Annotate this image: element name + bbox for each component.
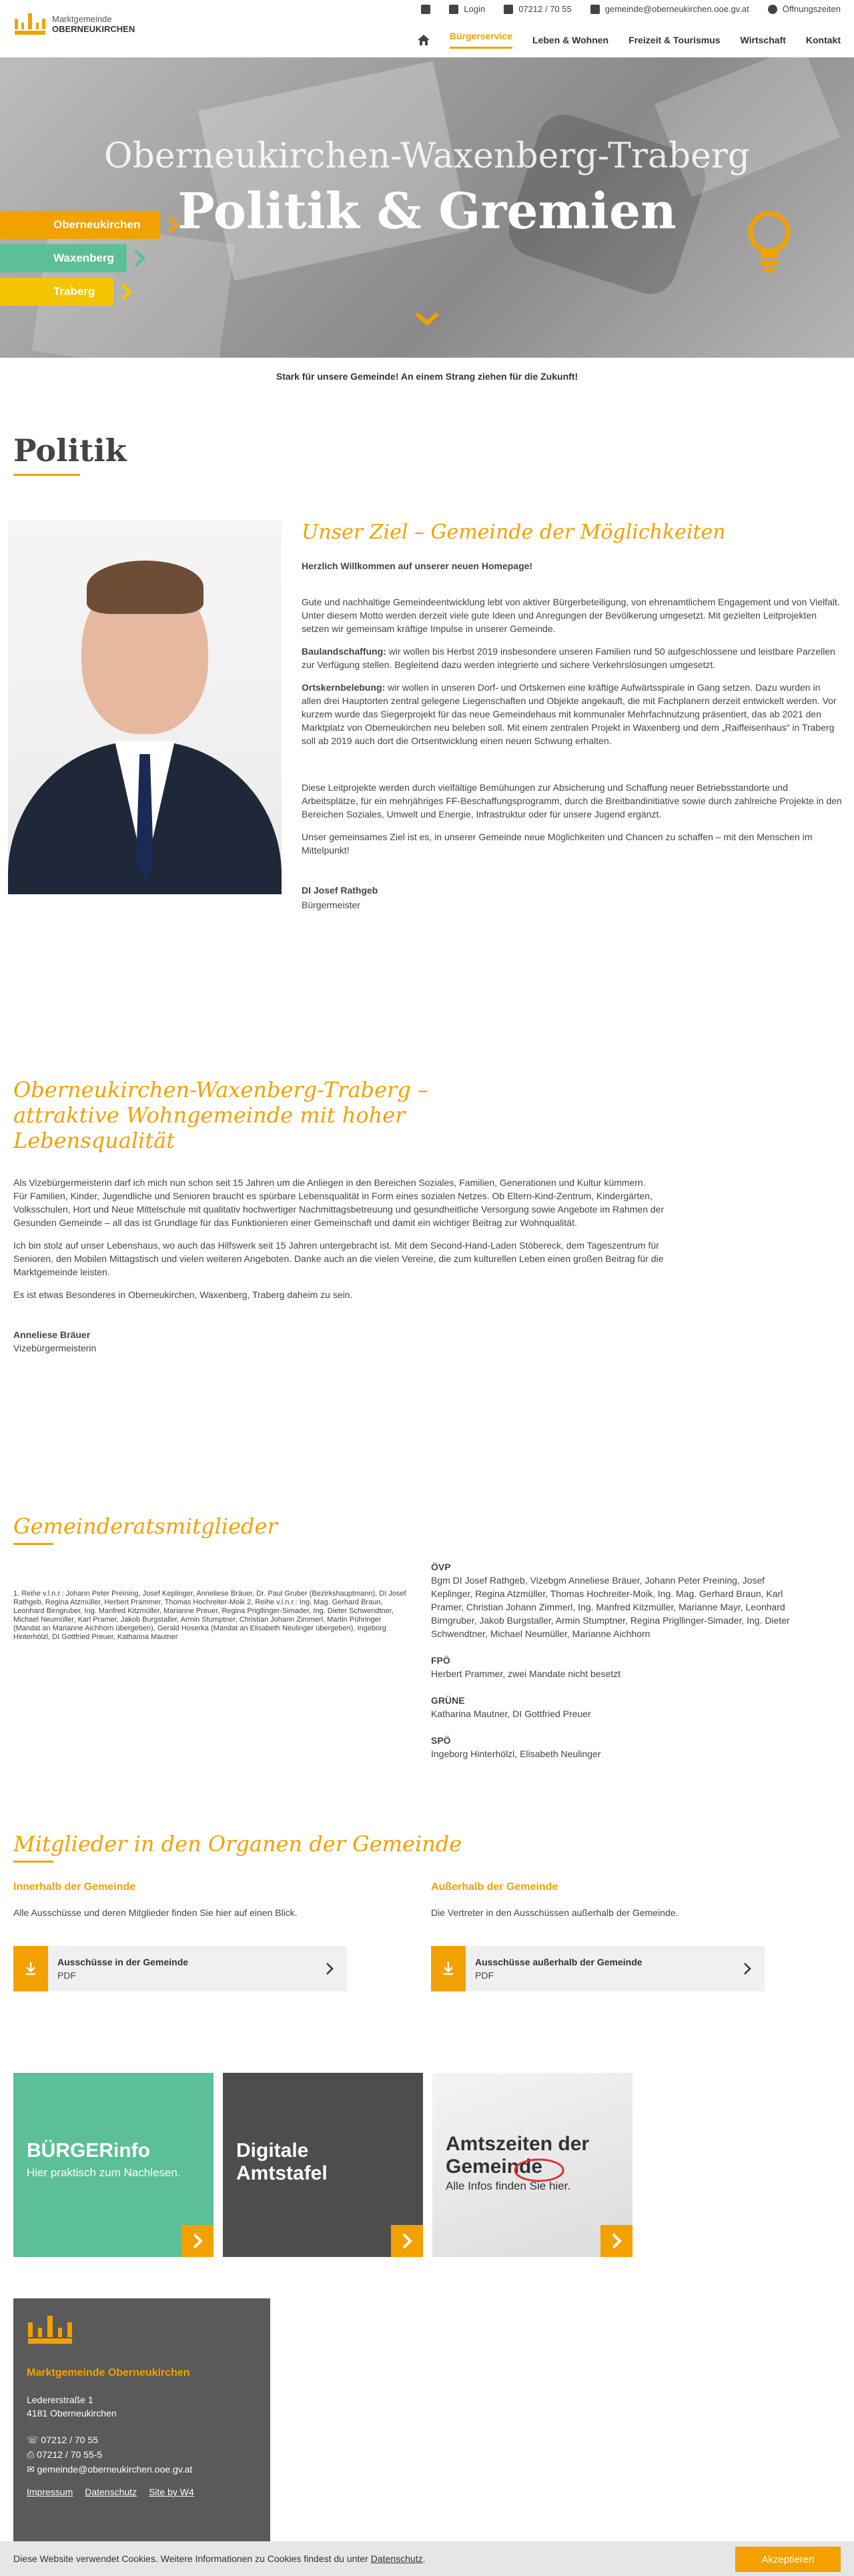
phone-icon: ☏: [27, 2435, 41, 2445]
pdf-inner-type: PDF: [57, 1970, 76, 1981]
ziel-paragraph-2: Baulandschaffung: wir wollen bis Herbst 2019 insbesondere unseren Familien rund 50 aufgeschlossene und leistbare Parzellen zur Verfügung stellen. Begleitend dazu werden integrierte und sichere Verkehrslösungen umgesetzt.: [302, 646, 835, 670]
logo-crown-icon: [13, 11, 47, 37]
ziel-paragraph-4: Diese Leitprojekte werden durch vielfältige Bemühungen zur Absicherung und Schaffung neuer Betriebsstandorte und Arbeitsplätze, für ein mehrjähriges FF-Beschaffungsprogramm, durch die Breitbandinitiative sowie durch zahlreiche Projekte in den Bereichen Soziales, Umwelt und Energie, Infrastruktur oder für unsere Jugend ergänzt.: [302, 782, 842, 820]
tile-amtszeiten-title: Amtszeiten der Gemeinde: [446, 2133, 590, 2178]
chevron-right-icon: [600, 2225, 632, 2257]
hours-link[interactable]: Öffnungszeiten: [768, 4, 841, 14]
ziel-heading: Unser Ziel – Gemeinde der Möglichkeiten: [302, 521, 726, 544]
highlight-circle-icon: [512, 2157, 566, 2184]
tile-buergerinfo-sub: Hier praktisch zum Nachlesen.: [27, 2166, 181, 2179]
mail-icon: [590, 5, 600, 14]
page-title: Politik: [13, 432, 127, 468]
hero-subtitle: Oberneukirchen-Waxenberg-Traberg: [103, 136, 751, 176]
facebook-icon: [421, 5, 430, 14]
ziel-welcome: Herzlich Willkommen auf unserer neuen Homepage!: [302, 561, 533, 571]
cookie-accept-button[interactable]: Akzeptieren: [735, 2547, 841, 2572]
title-underline: [13, 474, 80, 476]
wohn-paragraph-2: Für Familien, Kinder, Jugendliche und Senioren braucht es spürbare Lebensqualität in Form eines sozialen Netzes. Ob Eltern-Kind-Zentrum, Kindergärten, Volksschulen, Hort und Neue Mittelschule mit qualitativ hochwertiger Nachmittagsbetreuung und gesundheitliche Versorgung sowie Angebote im Rahmen der Gesunden Gemeinde – all das ist Grundlage für das Funktionieren einer Gemeinschaft und damit ein wichtiger Beitrag zur Wohnqualität.: [13, 1191, 665, 1228]
hero-title: Politik & Gremien: [177, 183, 677, 240]
nav-kontakt[interactable]: Kontakt: [805, 34, 841, 45]
facebook-link[interactable]: [421, 5, 430, 14]
wohn-paragraph-1: Als Vizebürgermeisterin darf ich mich nun schon seit 15 Jahren um die Anliegen in den Bereichen Soziales, Familien, Generationen und Kultur kümmern.: [13, 1177, 646, 1188]
phone-link[interactable]: 07212 / 70 55: [504, 4, 572, 14]
clock-icon: [768, 5, 777, 14]
utility-bar: [421, 4, 841, 14]
footer-name: Marktgemeinde Oberneukirchen: [27, 2367, 190, 2378]
login-link[interactable]: Login: [449, 4, 485, 14]
chevron-right-icon: [133, 250, 147, 267]
footer-link-impressum[interactable]: Impressum: [27, 2487, 73, 2497]
mayor-portrait: [8, 521, 282, 894]
party-oevp-members: Bgm DI Josef Rathgeb, Vizebgm Anneliese Bräuer, Johann Peter Preining, Josef Keplinger, Regina Atzmüller, Thomas Hochreiter-Moik, Ing. Mag. Gerhard Braun, Karl Pramer, Christian Johann Zimmerl, Ing. Manfred Kitzmüller, Marianne Mayr, Leonhard Birngruber, Jakob Burgstaller, Armin Stumptner, Regina Prigllinger-Simader, Ing. Dieter Schwendtner, Michael Neumüller, Marianne Aichhorn: [431, 1575, 790, 1639]
nav-freizeit-tourismus[interactable]: Freizeit & Tourismus: [628, 34, 721, 45]
chevron-right-icon: [167, 216, 180, 234]
tile-amtstafel-title: Digitale Amtstafel: [236, 2140, 328, 2184]
outer-title: Außerhalb der Gemeinde: [431, 1881, 558, 1893]
footer: [13, 2298, 270, 2552]
footer-email[interactable]: ✉ gemeinde@oberneukirchen.ooe.gv.at: [27, 2464, 193, 2475]
ribbon-traberg[interactable]: Traberg: [0, 278, 113, 306]
council-photo-caption: 1. Reihe v.l.n.r.: Johann Peter Preining, Josef Keplinger, Anneliese Bräuer, Dr. Paul Gruber (Bezirkshauptmann), DI Josef Rathgeb, Regina Atzmüller, Herbert Prammer, Thomas Hochreiter-Moik 2. Reihe v.l.n.r.: Ing. Mag. Gerhard Braun, Leonhard Birngruber, Ing. Manfred Kitzmüller, Marianne Preuer, Regina Prigllinger-Simader, Ing. Dieter Schwendtner, Michael Neumüller, Karl Pramer, Jakob Burgstaller, Armin Stumptner, Christian Johann Zimmerl, Martin Pühringer (Mandat an Marianne Aichhorn übergeben), Gerald Hoserka (Mandat an Elisabeth Neulinger übergeben), Ingeborg Hinterhölzl, DI Gottfried Preuer, Katharina Mautner: [13, 1590, 406, 1641]
ziel-paragraph-5: Unser gemeinsames Ziel ist es, in unserer Gemeinde neue Möglichkeiten und Chancen zu schaffen – mit den Menschen im Mittelpunkt!: [302, 832, 813, 856]
chevron-right-icon: [743, 1962, 751, 1975]
ribbon-oberneukirchen[interactable]: Oberneukirchen: [0, 211, 160, 239]
cookie-privacy-link[interactable]: Datenschutz: [370, 2553, 423, 2564]
outer-text: Die Vertreter in den Ausschüssen außerhalb der Gemeinde.: [431, 1907, 679, 1918]
tile-amtstafel-arrow[interactable]: [391, 2225, 423, 2257]
logo-line2: OBERNEUKIRCHEN: [52, 24, 135, 34]
download-icon: [13, 1946, 48, 1991]
party-fpoe-name: FPÖ: [431, 1655, 450, 1666]
wohn-paragraph-3: Ich bin stolz auf unser Lebenshaus, wo auch das Hilfswerk seit 15 Jahren untergebracht ist. Mit dem Second-Hand-Laden Stöbereck, dem Tageszentrum für Senioren, den Mobilen Mittagstisch und vielen weiteren Angeboten. Danke auch an die vielen Vereine, die zum kulturellen Leben einen großen Beitrag für die Marktgemeinde leisten.: [13, 1240, 664, 1277]
fax-icon: ⎙: [27, 2449, 37, 2460]
chevron-right-icon: [120, 283, 133, 300]
footer-link-site-by[interactable]: Site by W4: [149, 2487, 194, 2497]
mayor-role: Bürgermeister: [302, 900, 360, 910]
lightbulb-icon: [746, 210, 793, 276]
ziel-paragraph-1: Gute und nachhaltige Gemeindeentwicklung lebt von aktiver Bürgerbeteiligung, von ehrenamtlichem Engagement und von Vielfalt. Unter diesem Motto werden derzeit viele gute Ideen und Anregungen der Bevölkerung umgesetzt. Mit gezielten Leitprojekten setzen wir gemeinsam kräftige Impulse in unserer Gemeinde.: [302, 597, 840, 634]
nav-leben-wohnen[interactable]: Leben & Wohnen: [532, 34, 609, 45]
mayor-name: DI Josef Rathgeb: [302, 885, 378, 896]
footer-city: 4181 Oberneukirchen: [27, 2408, 117, 2419]
ribbon-waxenberg[interactable]: Waxenberg: [0, 244, 127, 272]
wohn-heading: Oberneukirchen-Waxenberg-Traberg – attraktive Wohngemeinde mit hoher Lebensqualität: [13, 1077, 428, 1153]
slogan: Stark für unsere Gemeinde! An einem Strang ziehen für die Zukunft!: [276, 371, 578, 382]
party-oevp-name: ÖVP: [431, 1562, 451, 1572]
inner-title: Innerhalb der Gemeinde: [13, 1881, 136, 1893]
chevron-right-icon: [326, 1962, 334, 1975]
nav-buergerservice[interactable]: Bürgerservice: [450, 31, 512, 49]
chevron-right-icon: [391, 2225, 423, 2257]
tile-buergerinfo-arrow[interactable]: [181, 2225, 214, 2257]
footer-logo-icon: [27, 2313, 73, 2346]
pdf-inner-title: Ausschüsse in der Gemeinde: [57, 1957, 189, 1967]
mail-icon: ✉: [27, 2464, 37, 2475]
vice-mayor-name: Anneliese Bräuer: [13, 1329, 91, 1340]
tile-amtszeiten-arrow[interactable]: [600, 2225, 632, 2257]
footer-street: Ledererstraße 1: [27, 2394, 93, 2405]
phone-icon: [504, 5, 513, 14]
cookie-text: Diese Website verwendet Cookies. Weitere Informationen zu Cookies findest du unter: [13, 2553, 368, 2564]
nav-wirtschaft[interactable]: Wirtschaft: [740, 34, 786, 45]
party-list: [431, 1560, 798, 1760]
lock-icon: [449, 5, 458, 14]
organe-heading: Mitglieder in den Organen der Gemeinde: [13, 1831, 462, 1857]
logo-line1: Marktgemeinde: [52, 14, 112, 24]
home-icon[interactable]: [418, 35, 430, 45]
ziel-paragraph-3: Ortskernbelebung: wir wollen in unseren Dorf- und Ortskernen eine kräftige Aufwärtsspirale in Gang setzen. Dazu wurden in allen drei Hauptorten zentral gelegene Liegenschaften und Objekte angekauft, die mit Fachplanern derzeit entwickelt werden. Vor kurzem wurde das Siegerprojekt für das neue Gemeindehaus mit kommunaler Mehrfachnutzung präsentiert, das ab 2021 den Marktplatz von Oberneukirchen neu beleben soll. Mit einem zentralen Projekt in Waxenberg und dem „Raiffeisenhaus“ in Traberg soll ab 2019 auch dort die Ortsentwicklung einen neuen Schwung erhalten.: [302, 682, 837, 746]
inner-text: Alle Ausschüsse und deren Mitglieder finden Sie hier auf einen Blick.: [13, 1907, 298, 1918]
section-wohngemeinde: [13, 1077, 841, 1355]
email-link[interactable]: gemeinde@oberneukirchen.ooe.gv.at: [590, 4, 749, 14]
section-ziel: [302, 521, 842, 921]
wohn-paragraph-4: Es ist etwas Besonderes in Oberneukirchen, Waxenberg, Traberg daheim zu sein.: [13, 1289, 353, 1300]
tile-buergerinfo[interactable]: [13, 2073, 214, 2257]
hero-banner: [0, 57, 854, 358]
footer-phone[interactable]: ☏ 07212 / 70 55: [27, 2435, 99, 2445]
pdf-inner-download[interactable]: [13, 1946, 347, 1991]
tile-amtstafel[interactable]: [223, 2073, 423, 2257]
chevron-right-icon: [181, 2225, 214, 2257]
footer-link-datenschutz[interactable]: Datenschutz: [85, 2487, 137, 2497]
footer-fax[interactable]: ⎙ 07212 / 70 55-5: [27, 2449, 103, 2460]
download-icon: [431, 1946, 466, 1991]
pdf-outer-download[interactable]: [431, 1946, 765, 1991]
site-logo[interactable]: [13, 11, 135, 37]
main-nav: [418, 31, 841, 49]
pdf-outer-title: Ausschüsse außerhalb der Gemeinde: [475, 1957, 643, 1967]
tile-buergerinfo-title: BÜRGERinfo: [27, 2140, 150, 2162]
vice-mayor-role: Vizebürgermeisterin: [13, 1343, 97, 1353]
tile-amtszeiten-sub: Alle Infos finden Sie hier.: [446, 2180, 571, 2192]
tile-amtszeiten[interactable]: [432, 2073, 632, 2257]
party-fpoe-members: Herbert Prammer, zwei Mandate nicht besetzt: [431, 1668, 621, 1679]
chevron-down-icon[interactable]: [414, 311, 440, 327]
party-gruene-name: GRÜNE: [431, 1695, 465, 1706]
pdf-outer-type: PDF: [475, 1970, 494, 1981]
party-spoe-members: Ingeborg Hinterhölzl, Elisabeth Neulinger: [431, 1748, 601, 1759]
gemeinderat-heading: Gemeinderatsmitglieder: [13, 1514, 278, 1539]
party-gruene-members: Katharina Mautner, DI Gottfried Preuer: [431, 1708, 591, 1719]
top-bar: [0, 0, 854, 57]
party-spoe-name: SPÖ: [431, 1735, 451, 1746]
cookie-banner: Diese Website verwendet Cookies. Weitere Informationen zu Cookies findest du unter Datenschutz . Akzeptieren: [0, 2541, 854, 2576]
